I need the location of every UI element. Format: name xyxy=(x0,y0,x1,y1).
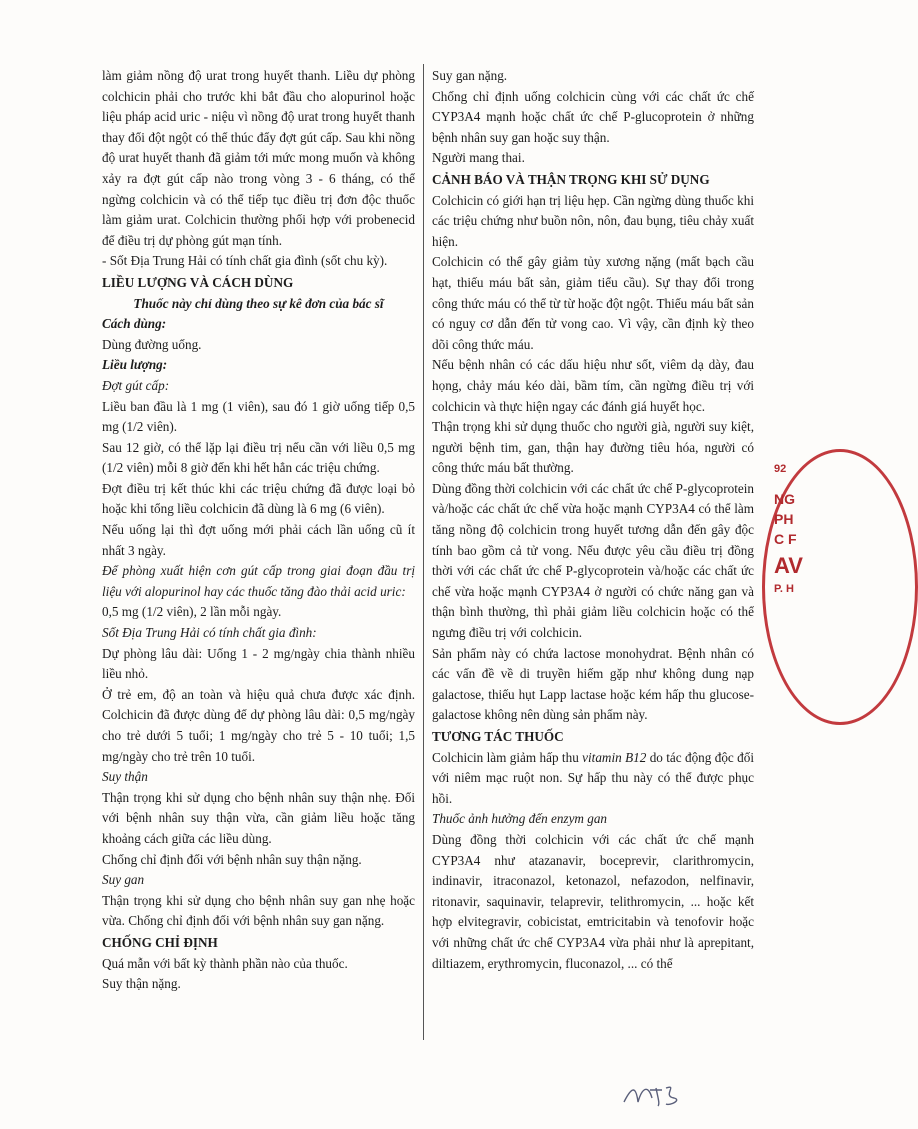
paragraph: Sau 12 giờ, có thể lặp lại điều trị nếu cần với liều 0,5 mg (1/2 viên) mỗi 8 giờ đến khi hết hẳn các triệu chứng. xyxy=(102,439,415,476)
paragraph: Suy gan nặng. xyxy=(432,68,508,83)
section-heading: TƯƠNG TÁC THUỐC xyxy=(432,729,564,744)
paragraph: Người mang thai. xyxy=(432,150,525,166)
paragraph: Dự phòng lâu dài: Uống 1 - 2 mg/ngày chia thành nhiều liều nhỏ. xyxy=(102,645,415,682)
stamp-text: C F xyxy=(774,531,797,547)
subheading: Cách dùng: xyxy=(102,316,167,332)
stamp-text: 92 xyxy=(774,463,787,475)
paragraph: Nếu bệnh nhân có các dấu hiệu như sốt, viêm dạ dày, đau họng, chảy máu kéo dài, bầm tím, cần ngừng điều trị với colchicin và thực hiện ngay các đánh giá huyết học. xyxy=(432,357,754,414)
paragraph: Đợt điều trị kết thúc khi các triệu chứng đã được loại bỏ hoặc khi tổng liều colchicin đã dùng là 6 mg (6 viên). xyxy=(102,480,415,517)
paragraph: Quá mẫn với bất kỳ thành phần nào của thuốc. xyxy=(102,955,348,971)
paragraph: Chống chỉ định uống colchicin cùng với các chất ức chế CYP3A4 mạnh hoặc chất ức chế P-glucoprotein ở những bệnh nhân suy gan hoặc suy thận. xyxy=(432,88,754,145)
section-heading: LIỀU LƯỢNG VÀ CÁCH DÙNG xyxy=(102,274,294,290)
paragraph: làm giảm nồng độ urat trong huyết thanh. Liều dự phòng colchicin phải cho trước khi bắt đầu cho alopurinol hoặc liệu pháp acid uric - niệu vì nồng độ urat trong huyết thanh thay đổi đột ngột có thể thúc đẩy đợt gút cấp. Sau khi nồng độ urat huyết thanh đã giảm tới mức mong muốn và không xảy ra đợt gút cấp nào trong vòng 3 - 6 tháng, có thể ngừng colchicin và có thể tiếp tục điều trị đơn độc thuốc làm giảm urat. Colchicin thường phối hợp với probenecid để điều trị dự phòng gút mạn tính. xyxy=(102,68,415,248)
paragraph: Colchicin có thể gây giảm tủy xương nặng (mất bạch cầu hạt, thiếu máu bất sản, giảm tiểu cầu). Sự thay đổi trong công thức máu có thể từ từ hoặc đột ngột. Thiếu máu bất sản có nguy cơ dẫn đến tử vong cao. Vì vậy, cần định kỳ theo dõi công thức máu. xyxy=(432,254,754,352)
paragraph: Thận trọng khi sử dụng cho bệnh nhân suy gan nhẹ hoặc vừa. Chống chỉ định đối với bệnh nhân suy gan nặng. xyxy=(102,892,415,929)
subheading: Suy thận xyxy=(102,769,148,785)
left-column xyxy=(102,66,415,995)
paragraph: Thận trọng khi sử dụng thuốc cho người già, người suy kiệt, người bệnh tim, gan, thận hay đường tiêu hóa, người có công thức máu bất thường. xyxy=(432,419,754,476)
paragraph: Sản phẩm này có chứa lactose monohydrat. Bệnh nhân có các vấn đề về di truyền hiếm gặp như không dung nạp galactose, thiếu hụt Lapp lactase hoặc kém hấp thu glucose-galactose không nên dùng sản phẩm này. xyxy=(432,645,754,723)
paragraph: - Sốt Địa Trung Hải có tính chất gia đình (sốt chu kỳ). xyxy=(102,253,388,269)
paragraph: 0,5 mg (1/2 viên), 2 lần mỗi ngày. xyxy=(102,604,282,620)
stamp-text: PH xyxy=(774,511,794,527)
paragraph: Nếu uống lại thì đợt uống mới phải cách lần uống cũ ít nhất 3 ngày. xyxy=(102,522,415,558)
paragraph: Thận trọng khi sử dụng cho bệnh nhân suy thận nhẹ. Đối với bệnh nhân suy thận vừa, cần giảm liều hoặc tăng khoảng cách giữa các liều dùng. xyxy=(102,789,415,846)
paragraph: Ở trẻ em, độ an toàn và hiệu quả chưa được xác định. Colchicin đã được dùng để dự phòng lâu dài: 0,5 mg/ngày cho trẻ dưới 5 tuổi; 1 mg/ngày cho trẻ 5 - 10 tuổi; 1,5 mg/ngày cho trẻ trên 10 tuổi. xyxy=(102,686,415,764)
subheading: Thuốc này chỉ dùng theo sự kê đơn của bác sĩ xyxy=(133,295,384,311)
paragraph: Chống chỉ định đối với bệnh nhân suy thận nặng. xyxy=(102,851,362,867)
subheading: Liều lượng: xyxy=(102,357,168,373)
red-stamp xyxy=(760,455,803,715)
text-run: do tác động độc đối với niêm mạc ruột non. Sự hấp thu này có thể được phục hồi. xyxy=(432,749,754,806)
subheading: Sốt Địa Trung Hải có tính chất gia đình: xyxy=(102,625,317,641)
signature-mark xyxy=(622,1080,692,1110)
section-heading: CẢNH BÁO VÀ THẬN TRỌNG KHI SỬ DỤNG xyxy=(432,171,710,187)
paragraph xyxy=(432,748,754,810)
subheading: Suy gan xyxy=(102,872,145,888)
stamp-text: NG xyxy=(774,491,795,507)
paragraph: Liều ban đầu là 1 mg (1 viên), sau đó 1 giờ uống tiếp 0,5 mg (1/2 viên). xyxy=(102,398,415,435)
text-run: Colchicin làm giảm hấp thu xyxy=(432,749,583,765)
subheading: Để phòng xuất hiện cơn gút cấp trong giai đoạn đầu trị liệu với alopurinol hay các thuốc tăng đào thải acid uric: xyxy=(102,563,415,599)
paragraph: Colchicin có giới hạn trị liệu hẹp. Cần ngừng dùng thuốc khi các triệu chứng như buồn nôn, nôn, đau bụng, tiêu chảy xuất hiện. xyxy=(432,192,754,249)
text-run: vitamin B12 xyxy=(582,749,647,765)
subheading: Thuốc ảnh hưởng đến enzym gan xyxy=(432,811,608,827)
paragraph: Dùng đồng thời colchicin với các chất ức chế mạnh CYP3A4 như atazanavir, boceprevir, clarithromycin, indinavir, itraconazol, ketonazol, nefazodon, nelfinavir, ritonavir, saquinavir, telaprevir, telithromycin, ... hoặc kết hợp elvitegravir, cobicistat, emtricitabin và tenofovir hoặc với những chất ức chế CYP3A4 vừa phải như là aprepitant, diltiazem, erythromycin, fluconazol, ... có thể xyxy=(432,831,754,971)
stamp-text: AV xyxy=(774,553,803,578)
section-heading: CHỐNG CHỈ ĐỊNH xyxy=(102,934,218,950)
paragraph: Suy thận nặng. xyxy=(102,976,181,992)
right-column xyxy=(432,66,754,974)
subheading: Đợt gút cấp: xyxy=(102,377,170,393)
paragraph: Dùng đồng thời colchicin với các chất ức chế P-glycoprotein và/hoặc các chất ức chế vừa hoặc mạnh CYP3A4 có thể làm tăng nồng độ colchicin trong huyết tương dẫn đến gây độc tính bao gồm cả tử vong. Nếu được yêu cầu điều trị đồng thời với các chất ức chế P-glycoprotein và/hoặc các chất ức chế vừa hoặc mạnh CYP3A4 ở người có chức năng gan và thận bình thường, thì phải giảm liều colchicin hoặc có thể ngưng điều trị với colchicin. xyxy=(432,480,754,641)
stamp-text: P. H xyxy=(774,583,794,595)
paragraph: Dùng đường uống. xyxy=(102,336,202,352)
column-divider xyxy=(423,64,424,1040)
